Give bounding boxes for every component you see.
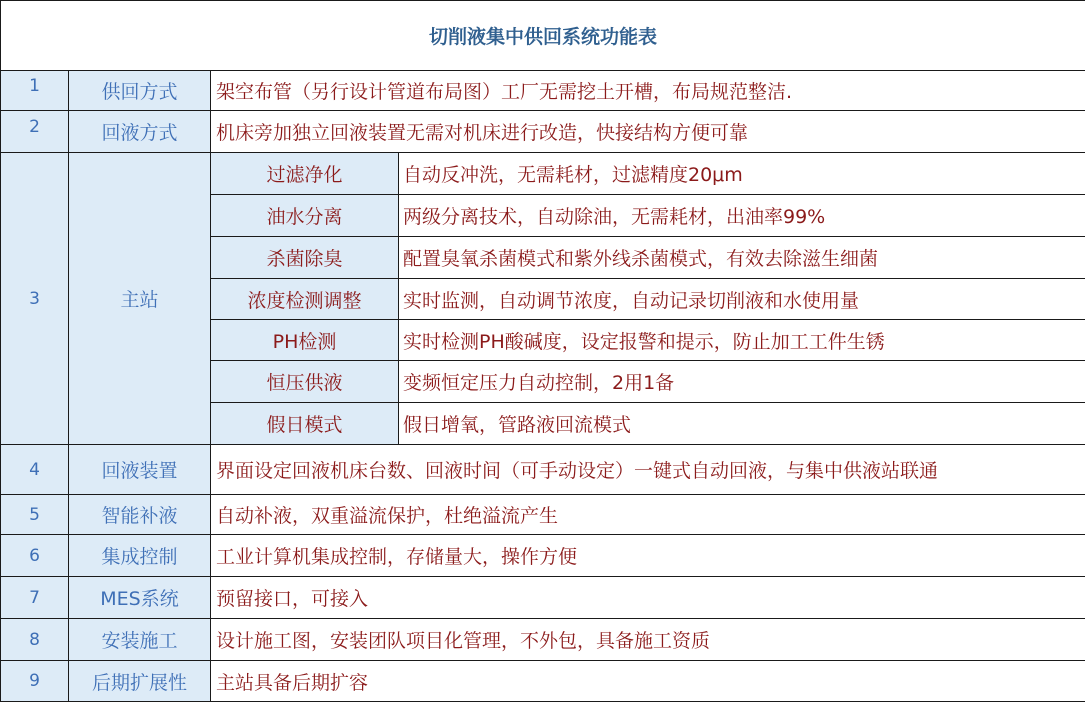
table-title: 切削液集中供回系统功能表 [1,1,1085,71]
row-number: 9 [1,661,69,702]
sub-item: 恒压供液 [211,361,399,403]
row-item: 供回方式 [69,71,211,111]
sub-item: 假日模式 [211,403,399,445]
sub-description: 自动反冲洗，无需耗材，过滤精度20μm [399,153,1085,195]
table-row [1,535,1085,577]
sub-description: 变频恒定压力自动控制，2用1备 [399,361,1085,403]
row-description: 架空布管（另行设计管道布局图）工厂无需挖土开槽，布局规范整洁. [211,71,1085,111]
row-description: 主站具备后期扩容 [211,661,1085,702]
row-number: 8 [1,619,69,661]
sub-item: 油水分离 [211,195,399,237]
row-item: MES系统 [69,577,211,619]
table-row [1,495,1085,535]
sub-item: 过滤净化 [211,153,399,195]
sub-description: 实时监测，自动调节浓度，自动记录切削液和水使用量 [399,279,1085,320]
row-item: 回液方式 [69,111,211,153]
table-row [1,445,1085,495]
row-item: 主站 [69,153,211,445]
table-row [1,71,1085,111]
row-item: 智能补液 [69,495,211,535]
table-row [1,111,1085,153]
row-number: 6 [1,535,69,577]
row-description: 工业计算机集成控制，存储量大，操作方便 [211,535,1085,577]
row-description: 预留接口，可接入 [211,577,1085,619]
row-item: 回液装置 [69,445,211,495]
sub-item: PH检测 [211,320,399,361]
row-item: 后期扩展性 [69,661,211,702]
sub-item: 杀菌除臭 [211,237,399,279]
row-item: 安装施工 [69,619,211,661]
table-row [1,577,1085,619]
row-number: 7 [1,577,69,619]
row-number: 3 [1,153,69,445]
row-number: 1 [1,71,69,111]
sub-description: 假日增氧，管路液回流模式 [399,403,1085,445]
row-number: 4 [1,445,69,495]
sub-description: 两级分离技术，自动除油，无需耗材，出油率99% [399,195,1085,237]
row-description: 设计施工图，安装团队项目化管理，不外包，具备施工资质 [211,619,1085,661]
table-row [1,661,1085,702]
table-row [1,619,1085,661]
table-row [1,153,1085,195]
row-number: 2 [1,111,69,153]
sub-description: 实时检测PH酸碱度，设定报警和提示，防止加工工件生锈 [399,320,1085,361]
row-description: 自动补液，双重溢流保护，杜绝溢流产生 [211,495,1085,535]
sub-description: 配置臭氧杀菌模式和紫外线杀菌模式，有效去除滋生细菌 [399,237,1085,279]
title-row [1,1,1085,71]
row-description: 界面设定回液机床台数、回液时间（可手动设定）一键式自动回液，与集中供液站联通 [211,445,1085,495]
row-description: 机床旁加独立回液装置无需对机床进行改造，快接结构方便可靠 [211,111,1085,153]
sub-item: 浓度检测调整 [211,279,399,320]
row-number: 5 [1,495,69,535]
row-item: 集成控制 [69,535,211,577]
